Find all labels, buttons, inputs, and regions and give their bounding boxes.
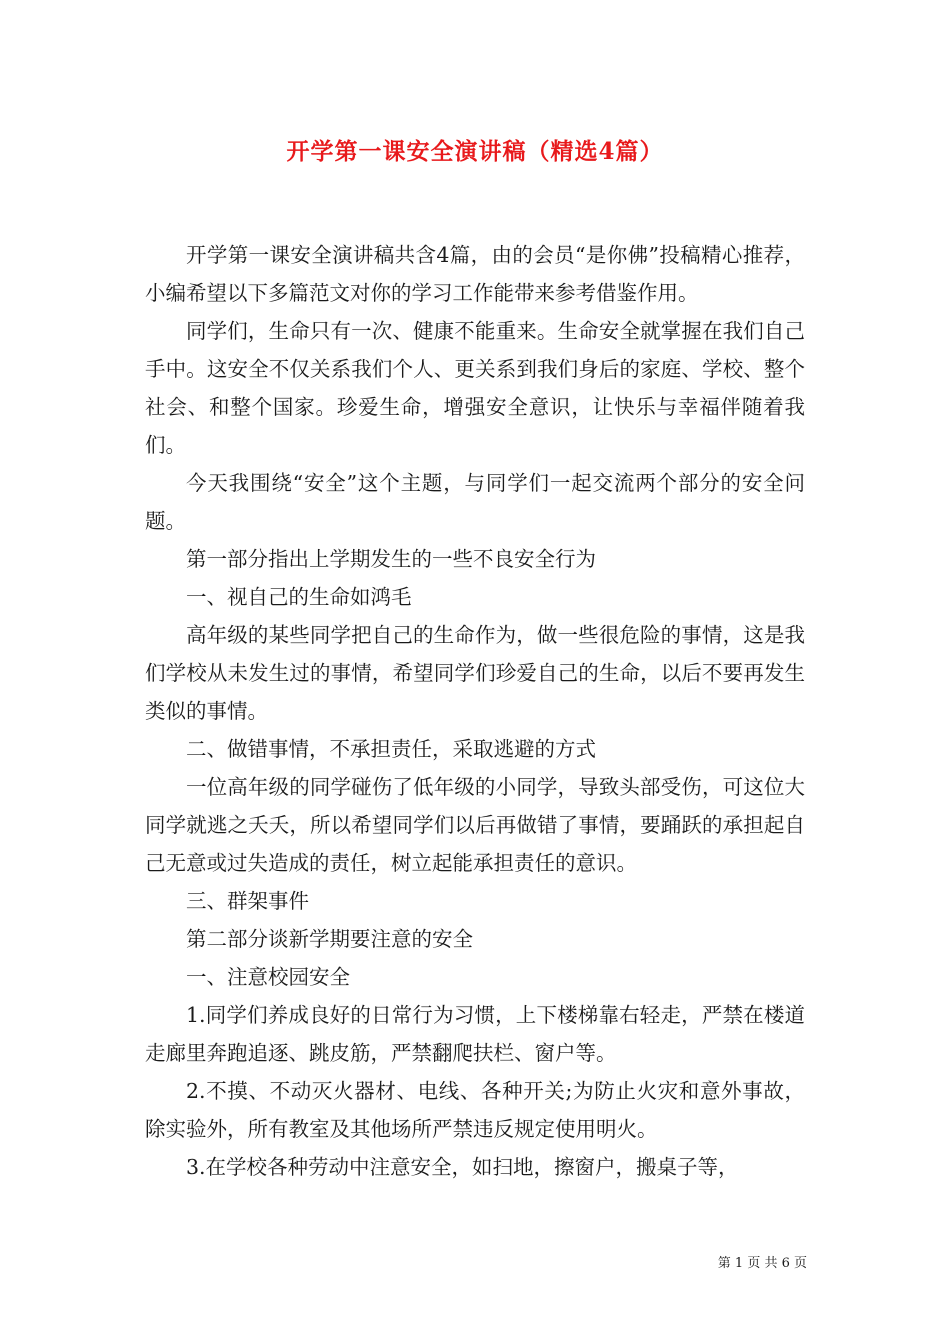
document-body <box>145 236 805 1186</box>
list-item: 1.同学们养成良好的日常行为习惯，上下楼梯靠右轻走，严禁在楼道走廊里奔跑追逐、跳皮筋，严禁翻爬扶栏、窗户等。 <box>145 1003 805 1065</box>
paragraph: 今天我围绕“安全”这个主题，与同学们一起交流两个部分的安全问题。 <box>145 471 805 533</box>
section-heading: 第一部分指出上学期发生的一些不良安全行为 <box>186 547 596 571</box>
paragraph: 高年级的某些同学把自己的生命作为，做一些很危险的事情，这是我们学校从未发生过的事情，希望同学们珍爱自己的生命，以后不要再发生类似的事情。 <box>145 623 805 723</box>
page-number: 第 1 页 共 6 页 <box>717 1256 807 1271</box>
document-title: 开学第一课安全演讲稿（精选4篇） <box>286 138 664 165</box>
section-heading: 第二部分谈新学期要注意的安全 <box>186 927 473 951</box>
paragraph: 同学们，生命只有一次、健康不能重来。生命安全就掌握在我们自己手中。这安全不仅关系我们个人、更关系到我们身后的家庭、学校、整个社会、和整个国家。珍爱生命，增强安全意识，让快乐与幸福伴随着我们。 <box>145 319 805 457</box>
subsection-heading: 二、做错事情，不承担责任，采取逃避的方式 <box>186 737 596 761</box>
list-item: 3.在学校各种劳动中注意安全，如扫地，擦窗户，搬桌子等， <box>186 1155 739 1179</box>
subsection-heading: 一、视自己的生命如鸿毛 <box>186 585 412 609</box>
list-item: 2.不摸、不动灭火器材、电线、各种开关;为防止火灾和意外事故，除实验外，所有教室及其他场所严禁违反规定使用明火。 <box>145 1079 805 1141</box>
subsection-heading: 一、注意校园安全 <box>186 965 350 989</box>
paragraph: 一位高年级的同学碰伤了低年级的小同学，导致头部受伤，可这位大同学就逃之夭夭，所以希望同学们以后再做错了事情，要踊跃的承担起自己无意或过失造成的责任，树立起能承担责任的意识。 <box>145 775 805 875</box>
subsection-heading: 三、群架事件 <box>186 889 309 913</box>
paragraph: 开学第一课安全演讲稿共含4篇，由的会员“是你佛”投稿精心推荐，小编希望以下多篇范文对你的学习工作能带来参考借鉴作用。 <box>145 243 805 305</box>
